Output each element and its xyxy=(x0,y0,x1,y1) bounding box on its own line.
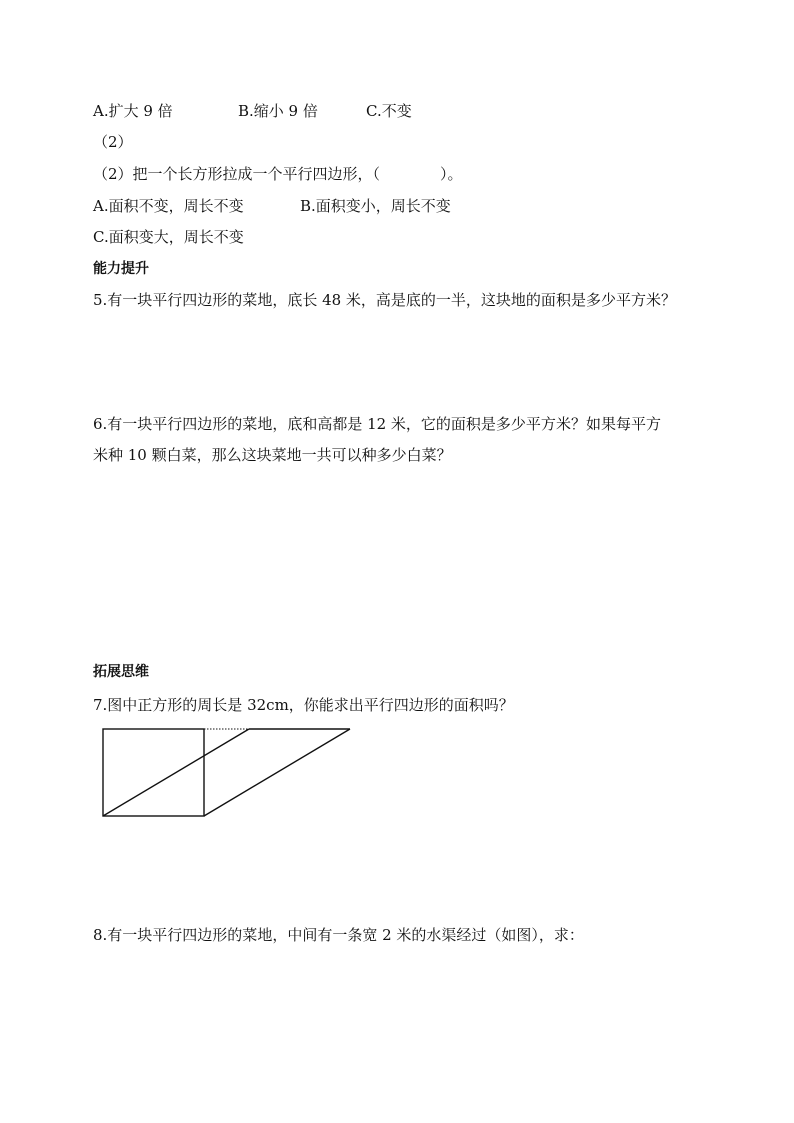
q4-option-c: C.不变 xyxy=(366,102,412,120)
question-5: 5.有一块平行四边形的菜地，底长 48 米，高是底的一半，这块地的面积是多少平方米？ xyxy=(93,291,676,309)
question-6-line2: 米种 10 颗白菜，那么这块菜地一共可以种多少白菜？ xyxy=(93,446,452,464)
question-6-line1: 6.有一块平行四边形的菜地，底和高都是 12 米，它的面积是多少平方米？如果每平方 xyxy=(93,415,661,433)
question-8: 8.有一块平行四边形的菜地，中间有一条宽 2 米的水渠经过（如图），求： xyxy=(93,926,584,944)
square-shape xyxy=(103,729,204,816)
q4-part2-question: （2）把一个长方形拉成一个平行四边形，（ ）。 xyxy=(93,165,463,183)
q4-part2-option-c: C.面积变大，周长不变 xyxy=(93,228,244,246)
q4-part2-option-a: A.面积不变，周长不变 xyxy=(93,197,244,215)
section-heading-ability: 能力提升 xyxy=(93,261,149,277)
q4-option-a: A.扩大 9 倍 xyxy=(93,102,173,120)
q4-option-b: B.缩小 9 倍 xyxy=(238,102,318,120)
q4-part2-option-b: B.面积变小，周长不变 xyxy=(300,197,451,215)
q4-part2-marker: （2） xyxy=(93,133,133,151)
question-7: 7.图中正方形的周长是 32cm，你能求出平行四边形的面积吗？ xyxy=(93,696,514,714)
section-heading-expand: 拓展思维 xyxy=(93,664,149,680)
